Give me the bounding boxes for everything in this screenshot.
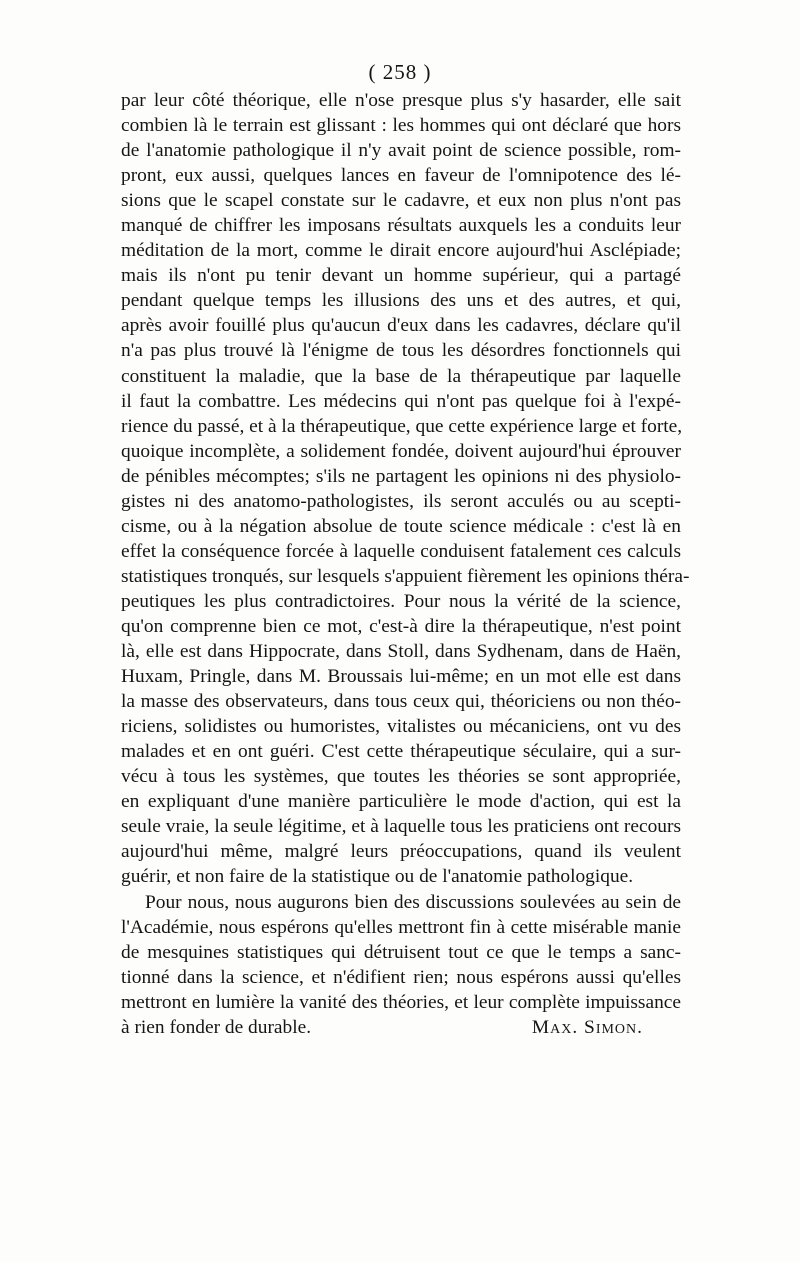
text-line: peutiques les plus contradictoires. Pour nous la vérité de la science, [121,590,681,612]
text-line: mais ils n'ont pu tenir devant un homme supérieur, qui a partagé [121,265,681,287]
closing-line [121,1015,681,1040]
text-line: cisme, ou à la négation absolue de toute science médicale : c'est là en [121,515,681,537]
text-line: constituent la maladie, que la base de la thérapeutique par laquelle [121,365,681,387]
body-text [121,88,690,1040]
text-line: pendant quelque temps les illusions des uns et des autres, et qui, [121,290,681,312]
text-line: guérir, et non faire de la statistique ou de l'anatomie pathologique. [121,866,634,888]
text-line: rience du passé, et à la thérapeutique, que cette expérience large et forte, [121,415,683,437]
text-line: Huxam, Pringle, dans M. Broussais lui-même; en un mot elle est dans [121,666,681,688]
text-line: de pénibles mécomptes; s'ils ne partagent les opinions ni des physiolo- [121,465,681,487]
text-line: n'a pas plus trouvé là l'énigme de tous les désordres fonctionnels qui [121,340,681,362]
text-line: malades et en ont guéri. C'est cette thérapeutique séculaire, qui a sur- [121,741,681,763]
paragraph-2 [121,890,681,1040]
text-line: quoique incomplète, a solidement fondée, doivent aujourd'hui éprouver [121,440,681,462]
text-line: statistiques tronqués, sur lesquels s'appuient fièrement les opinions théra- [121,565,690,587]
text-line: combien là le terrain est glissant : les hommes qui ont déclaré que hors [121,115,681,137]
text-line: qu'on comprenne bien ce mot, c'est-à dire la thérapeutique, n'est point [121,615,681,637]
text-line: après avoir fouillé plus qu'aucun d'eux dans les cadavres, déclare qu'il [121,315,681,337]
text-line: Pour nous, nous augurons bien des discussions soulevées au sein de [145,891,681,913]
text-line: gistes ni des anatomo-pathologistes, ils seront acculés ou au scepti- [121,490,681,512]
paragraph-1 [121,88,690,890]
text-line: tionné dans la science, et n'édifient rien; nous espérons aussi qu'elles [121,966,681,988]
text-line: la masse des observateurs, dans tous ceux qui, théoriciens ou non théo- [121,691,681,713]
text-line: en expliquant d'une manière particulière le mode d'action, qui est la [121,791,681,813]
text-line: seule vraie, la seule légitime, et à laquelle tous les praticiens ont recours [121,816,681,838]
text-line: vécu à tous les systèmes, que toutes les théories se sont appropriée, [121,766,681,788]
text-line: par leur côté théorique, elle n'ose presque plus s'y hasarder, elle sait [121,90,681,111]
closing-text: à rien fonder de durable. [121,1016,312,1038]
text-line: il faut la combattre. Les médecins qui n'ont pas quelque foi à l'expé- [121,390,681,412]
text-line: pront, eux aussi, quelques lances en faveur de l'omnipotence des lé- [121,165,681,187]
text-line: manqué de chiffrer les imposans résultats auxquels les a conduits leur [121,215,681,237]
text-line: mettront en lumière la vanité des théories, et leur complète impuissance [121,991,681,1013]
text-line: l'Académie, nous espérons qu'elles mettront fin à cette misérable manie [121,916,681,938]
text-line: là, elle est dans Hippocrate, dans Stoll, dans Sydhenam, dans de Haën, [121,641,681,663]
author-signature: Max. Simon. [531,1016,643,1038]
text-line: de l'anatomie pathologique il n'y avait point de science possible, rom- [121,140,681,162]
text-line: aujourd'hui même, malgré leurs préoccupations, quand ils veulent [121,841,681,863]
text-line: méditation de la mort, comme le dirait encore aujourd'hui Asclépiade; [121,240,681,262]
text-line: sions que le scapel constate sur le cadavre, et eux non plus n'ont pas [121,190,681,212]
page-number: ( 258 ) [368,60,432,84]
text-line: de mesquines statistiques qui détruisent tout ce que le temps a sanc- [121,941,681,963]
text-line: riciens, solidistes ou humoristes, vitalistes ou mécaniciens, ont vu des [121,716,681,738]
text-line: effet la conséquence forcée à laquelle conduisent fatalement ces calculs [121,540,681,562]
